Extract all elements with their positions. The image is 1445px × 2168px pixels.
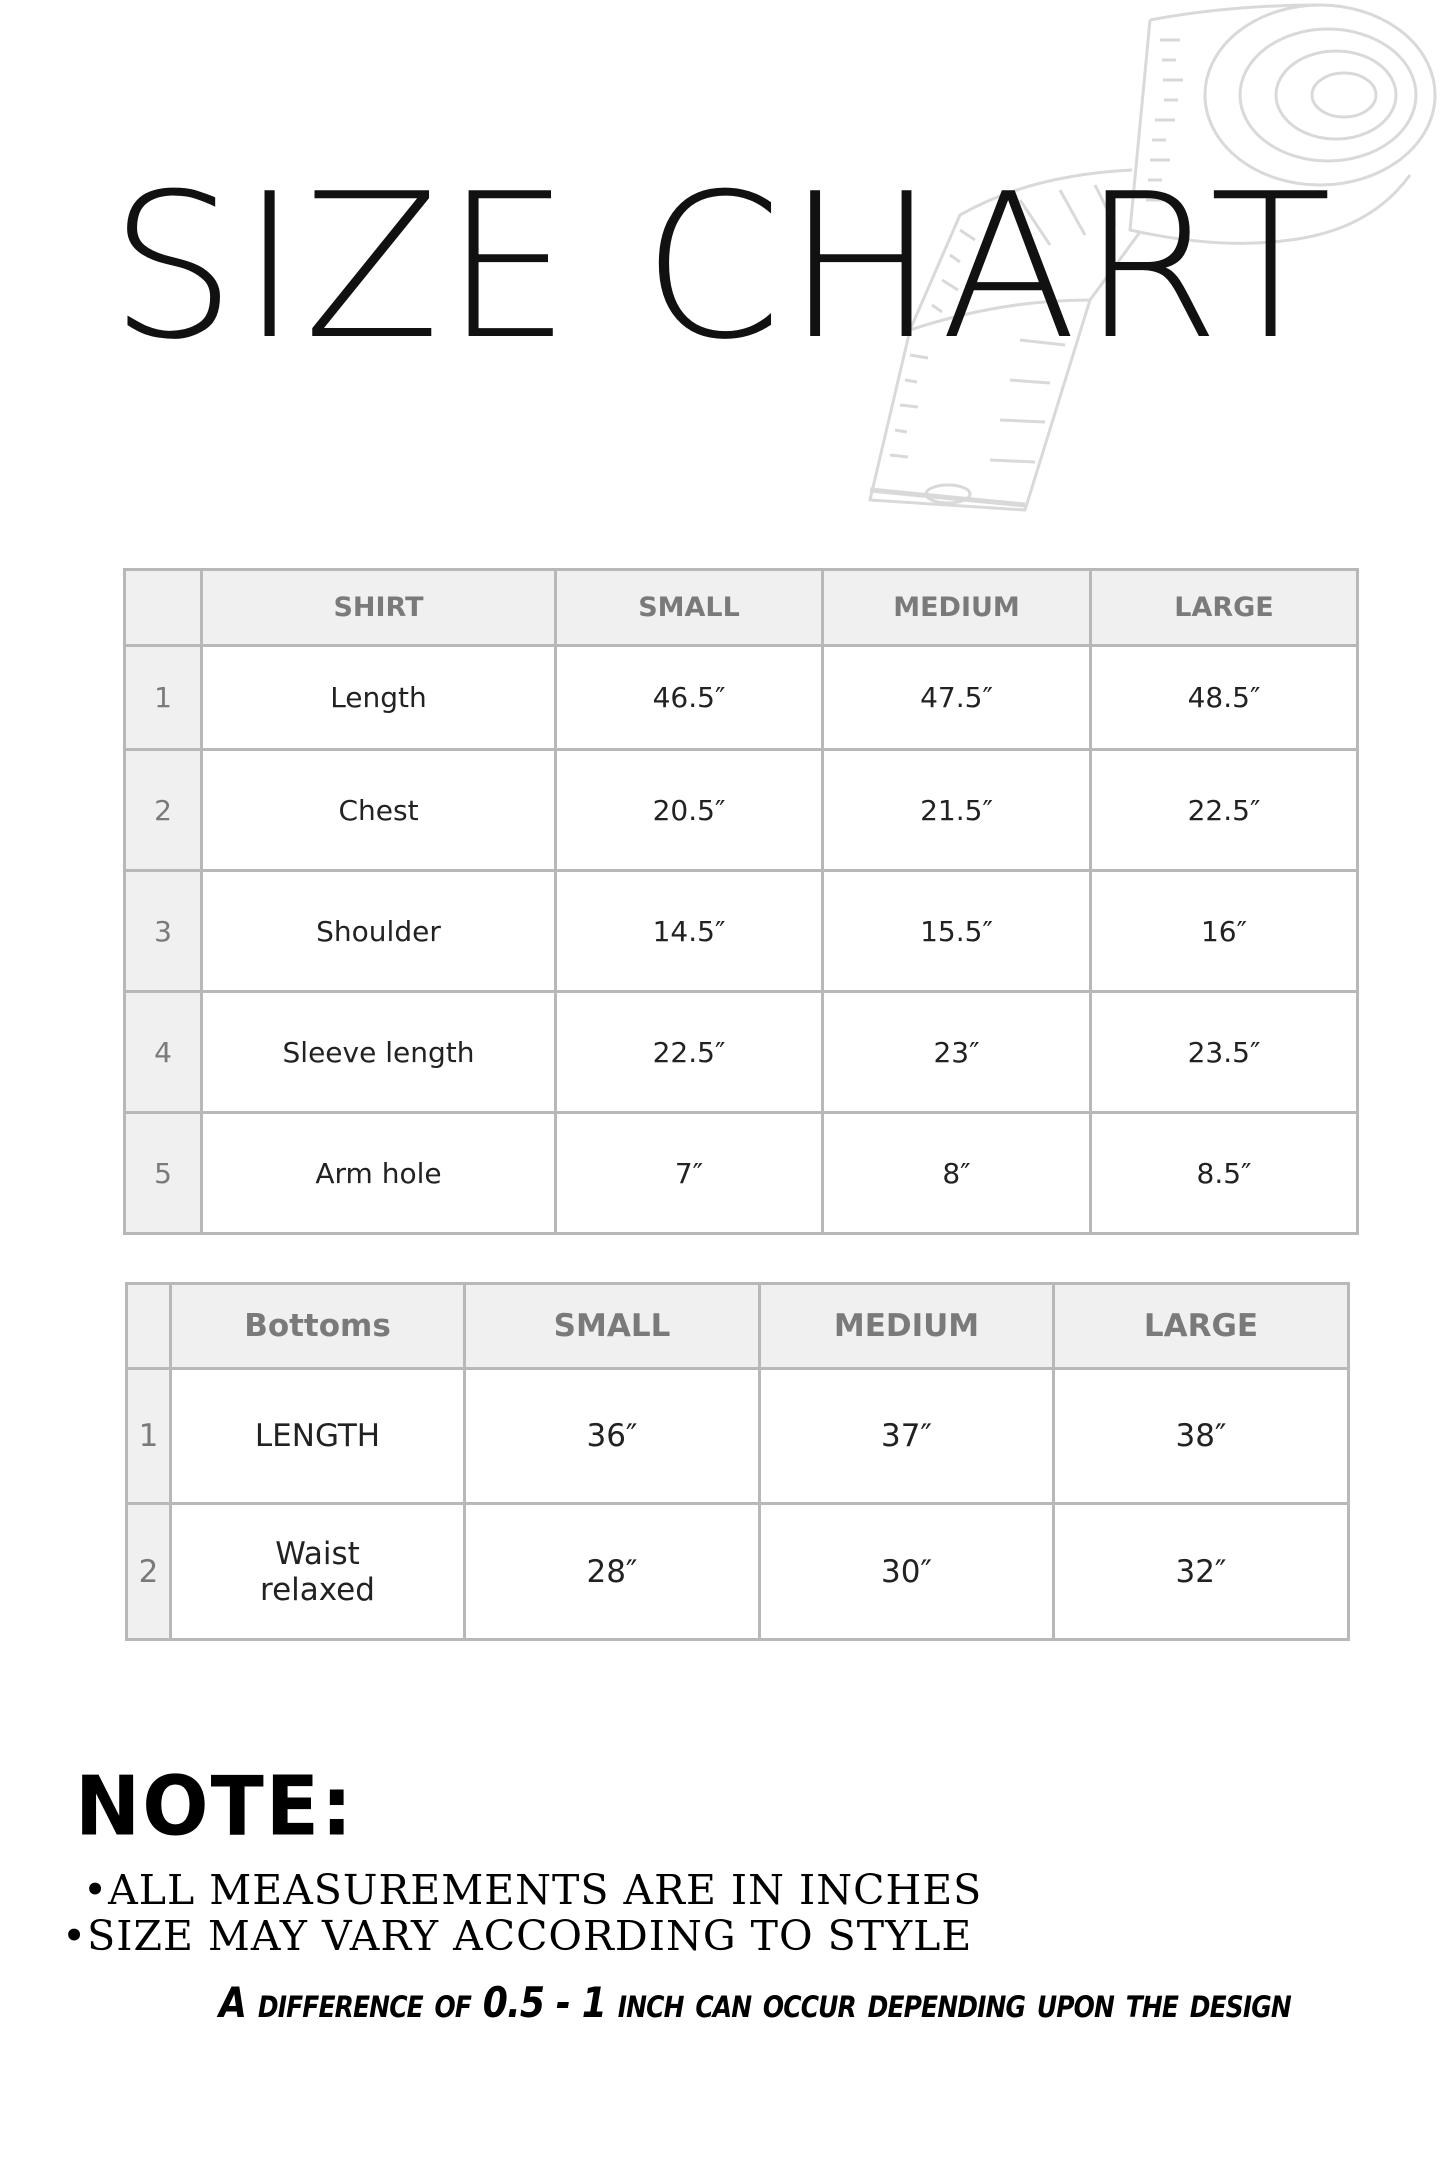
- large-value: 23.5″: [1091, 992, 1358, 1113]
- row-number: 1: [125, 646, 202, 750]
- large-value: 32″: [1054, 1504, 1349, 1640]
- table-row: [125, 646, 1358, 750]
- row-number: 3: [125, 871, 202, 992]
- table-row: [127, 1369, 1349, 1504]
- header-cell: LARGE: [1054, 1284, 1349, 1369]
- table-row: [127, 1504, 1349, 1640]
- header-cell: SHIRT: [202, 570, 556, 646]
- note-heading: NOTE:: [75, 1759, 355, 1855]
- measurement-name: [171, 1369, 465, 1504]
- small-value: 14.5″: [556, 871, 823, 992]
- row-number: 2: [125, 750, 202, 871]
- large-value: 8.5″: [1091, 1113, 1358, 1234]
- header-cell: MEDIUM: [760, 1284, 1054, 1369]
- measurement-name-line: Waist: [275, 1535, 360, 1572]
- table-row: [125, 992, 1358, 1113]
- medium-value: 15.5″: [823, 871, 1091, 992]
- header-cell: LARGE: [1091, 570, 1358, 646]
- row-number: 2: [127, 1504, 171, 1640]
- measurement-name: Sleeve length: [202, 992, 556, 1113]
- header-cell: MEDIUM: [823, 570, 1091, 646]
- table-row: [125, 750, 1358, 871]
- header-cell: SMALL: [465, 1284, 760, 1369]
- medium-value: 8″: [823, 1113, 1091, 1234]
- large-value: 22.5″: [1091, 750, 1358, 871]
- measurement-name: Length: [202, 646, 556, 750]
- small-value: 36″: [465, 1369, 760, 1504]
- table-header-row: [125, 570, 1358, 646]
- small-value: 20.5″: [556, 750, 823, 871]
- row-number: 1: [127, 1369, 171, 1504]
- table-row: [125, 1113, 1358, 1234]
- shirt-size-table: [123, 568, 1359, 1235]
- note-line: •ALL MEASUREMENTS ARE IN INCHES: [83, 1866, 983, 1914]
- medium-value: 47.5″: [823, 646, 1091, 750]
- large-value: 16″: [1091, 871, 1358, 992]
- bottoms-size-table: [125, 1282, 1350, 1641]
- measurement-name-line: LENGTH: [254, 1418, 381, 1454]
- medium-value: 30″: [760, 1504, 1054, 1640]
- row-number: 4: [125, 992, 202, 1113]
- small-value: 46.5″: [556, 646, 823, 750]
- row-number: 5: [125, 1113, 202, 1234]
- medium-value: 21.5″: [823, 750, 1091, 871]
- measurement-name: Arm hole: [202, 1113, 556, 1234]
- measurement-name: Chest: [202, 750, 556, 871]
- table-row: [125, 871, 1358, 992]
- page-title: SIZE CHART: [109, 151, 1336, 384]
- small-value: 28″: [465, 1504, 760, 1640]
- measurement-name-line: relaxed: [260, 1571, 375, 1608]
- medium-value: 23″: [823, 992, 1091, 1113]
- header-cell: [127, 1284, 171, 1369]
- header-cell: SMALL: [556, 570, 823, 646]
- measurement-name: [171, 1504, 465, 1640]
- measurement-name: Shoulder: [202, 871, 556, 992]
- small-value: 7″: [556, 1113, 823, 1234]
- medium-value: 37″: [760, 1369, 1054, 1504]
- design-disclaimer: A difference of 0.5 - 1 inch can occur depending upon the design: [219, 1978, 1291, 2027]
- small-value: 22.5″: [556, 992, 823, 1113]
- header-cell: [125, 570, 202, 646]
- note-line: •SIZE MAY VARY ACCORDING TO STYLE: [62, 1912, 973, 1960]
- large-value: 38″: [1054, 1369, 1349, 1504]
- large-value: 48.5″: [1091, 646, 1358, 750]
- table-header-row: [127, 1284, 1349, 1369]
- header-cell: Bottoms: [171, 1284, 465, 1369]
